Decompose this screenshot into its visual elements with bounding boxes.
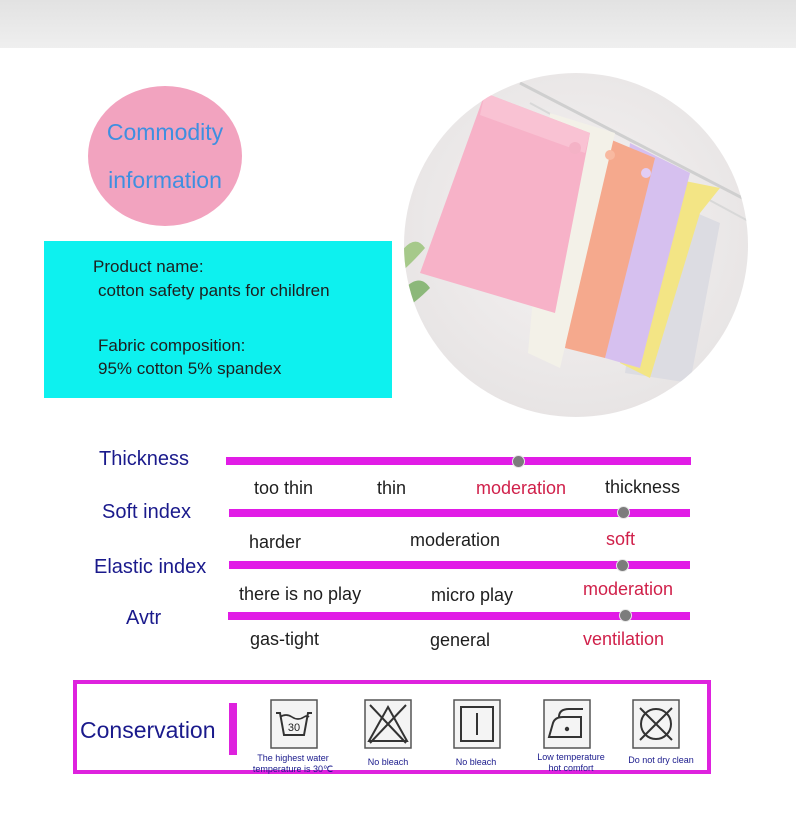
avtr-option-ventilation: ventilation <box>583 629 665 649</box>
title-line-2: information <box>108 167 222 193</box>
care-label-iron-line1: Low temperature <box>537 752 605 762</box>
no-dry-clean-icon <box>632 699 680 749</box>
thickness-option-thin: thin <box>377 478 407 498</box>
conservation-title: Conservation <box>80 717 216 743</box>
title-line-1: Commodity <box>106 119 224 145</box>
soft-option-moderation: moderation <box>410 530 501 550</box>
care-label-no-bleach-2-line1: No bleach <box>455 757 497 767</box>
care-label-no-bleach-line1: No bleach <box>367 757 409 767</box>
soft-index-label: Soft index <box>102 501 191 523</box>
care-label-no-bleach <box>352 757 424 768</box>
fabric-label: Fabric composition: <box>98 336 246 355</box>
care-label-no-bleach-2 <box>440 757 512 768</box>
elastic-option-micro-play: micro play <box>431 585 514 605</box>
care-label-iron <box>524 752 618 774</box>
iron-low-icon <box>543 699 591 749</box>
avtr-option-general: general <box>430 630 491 650</box>
tumble-dry-icon <box>453 699 501 749</box>
fabric-value: 95% cotton 5% spandex <box>98 359 282 378</box>
avtr-label: Avtr <box>126 607 162 629</box>
soft-option-soft: soft <box>606 529 636 549</box>
wash-temp-number: 30 <box>287 722 301 734</box>
commodity-title-circle <box>88 86 242 226</box>
conservation-divider <box>229 703 237 755</box>
top-band <box>0 0 796 48</box>
thickness-label: Thickness <box>99 448 190 470</box>
product-name-label: Product name: <box>93 257 204 276</box>
elastic-index-marker <box>616 559 629 572</box>
thickness-option-thickness: thickness <box>605 477 681 497</box>
product-info-box <box>44 241 392 398</box>
care-label-wash-line1: The highest water <box>257 753 329 763</box>
thickness-marker <box>512 455 525 468</box>
thickness-track <box>226 457 691 465</box>
product-name-value: cotton safety pants for children <box>98 281 330 300</box>
soft-index-marker <box>617 506 630 519</box>
care-label-iron-line2: hot comfort <box>548 763 594 773</box>
elastic-index-label: Elastic index <box>94 556 207 578</box>
care-label-no-dry-clean-line1: Do not dry clean <box>628 755 694 765</box>
elastic-option-no-play: there is no play <box>239 584 362 604</box>
wash-30-icon <box>270 699 318 749</box>
product-photo <box>400 73 752 417</box>
no-bleach-icon <box>364 699 412 749</box>
thickness-option-moderation: moderation <box>476 478 567 498</box>
care-label-wash-line2: temperature is 30℃ <box>252 764 334 774</box>
avtr-marker <box>619 609 632 622</box>
care-label-wash <box>244 753 342 775</box>
avtr-option-gas-tight: gas-tight <box>250 629 320 649</box>
care-label-no-dry-clean <box>618 755 704 766</box>
soft-option-harder: harder <box>249 532 302 552</box>
thickness-option-too-thin: too thin <box>254 478 314 498</box>
elastic-option-moderation: moderation <box>583 579 674 599</box>
